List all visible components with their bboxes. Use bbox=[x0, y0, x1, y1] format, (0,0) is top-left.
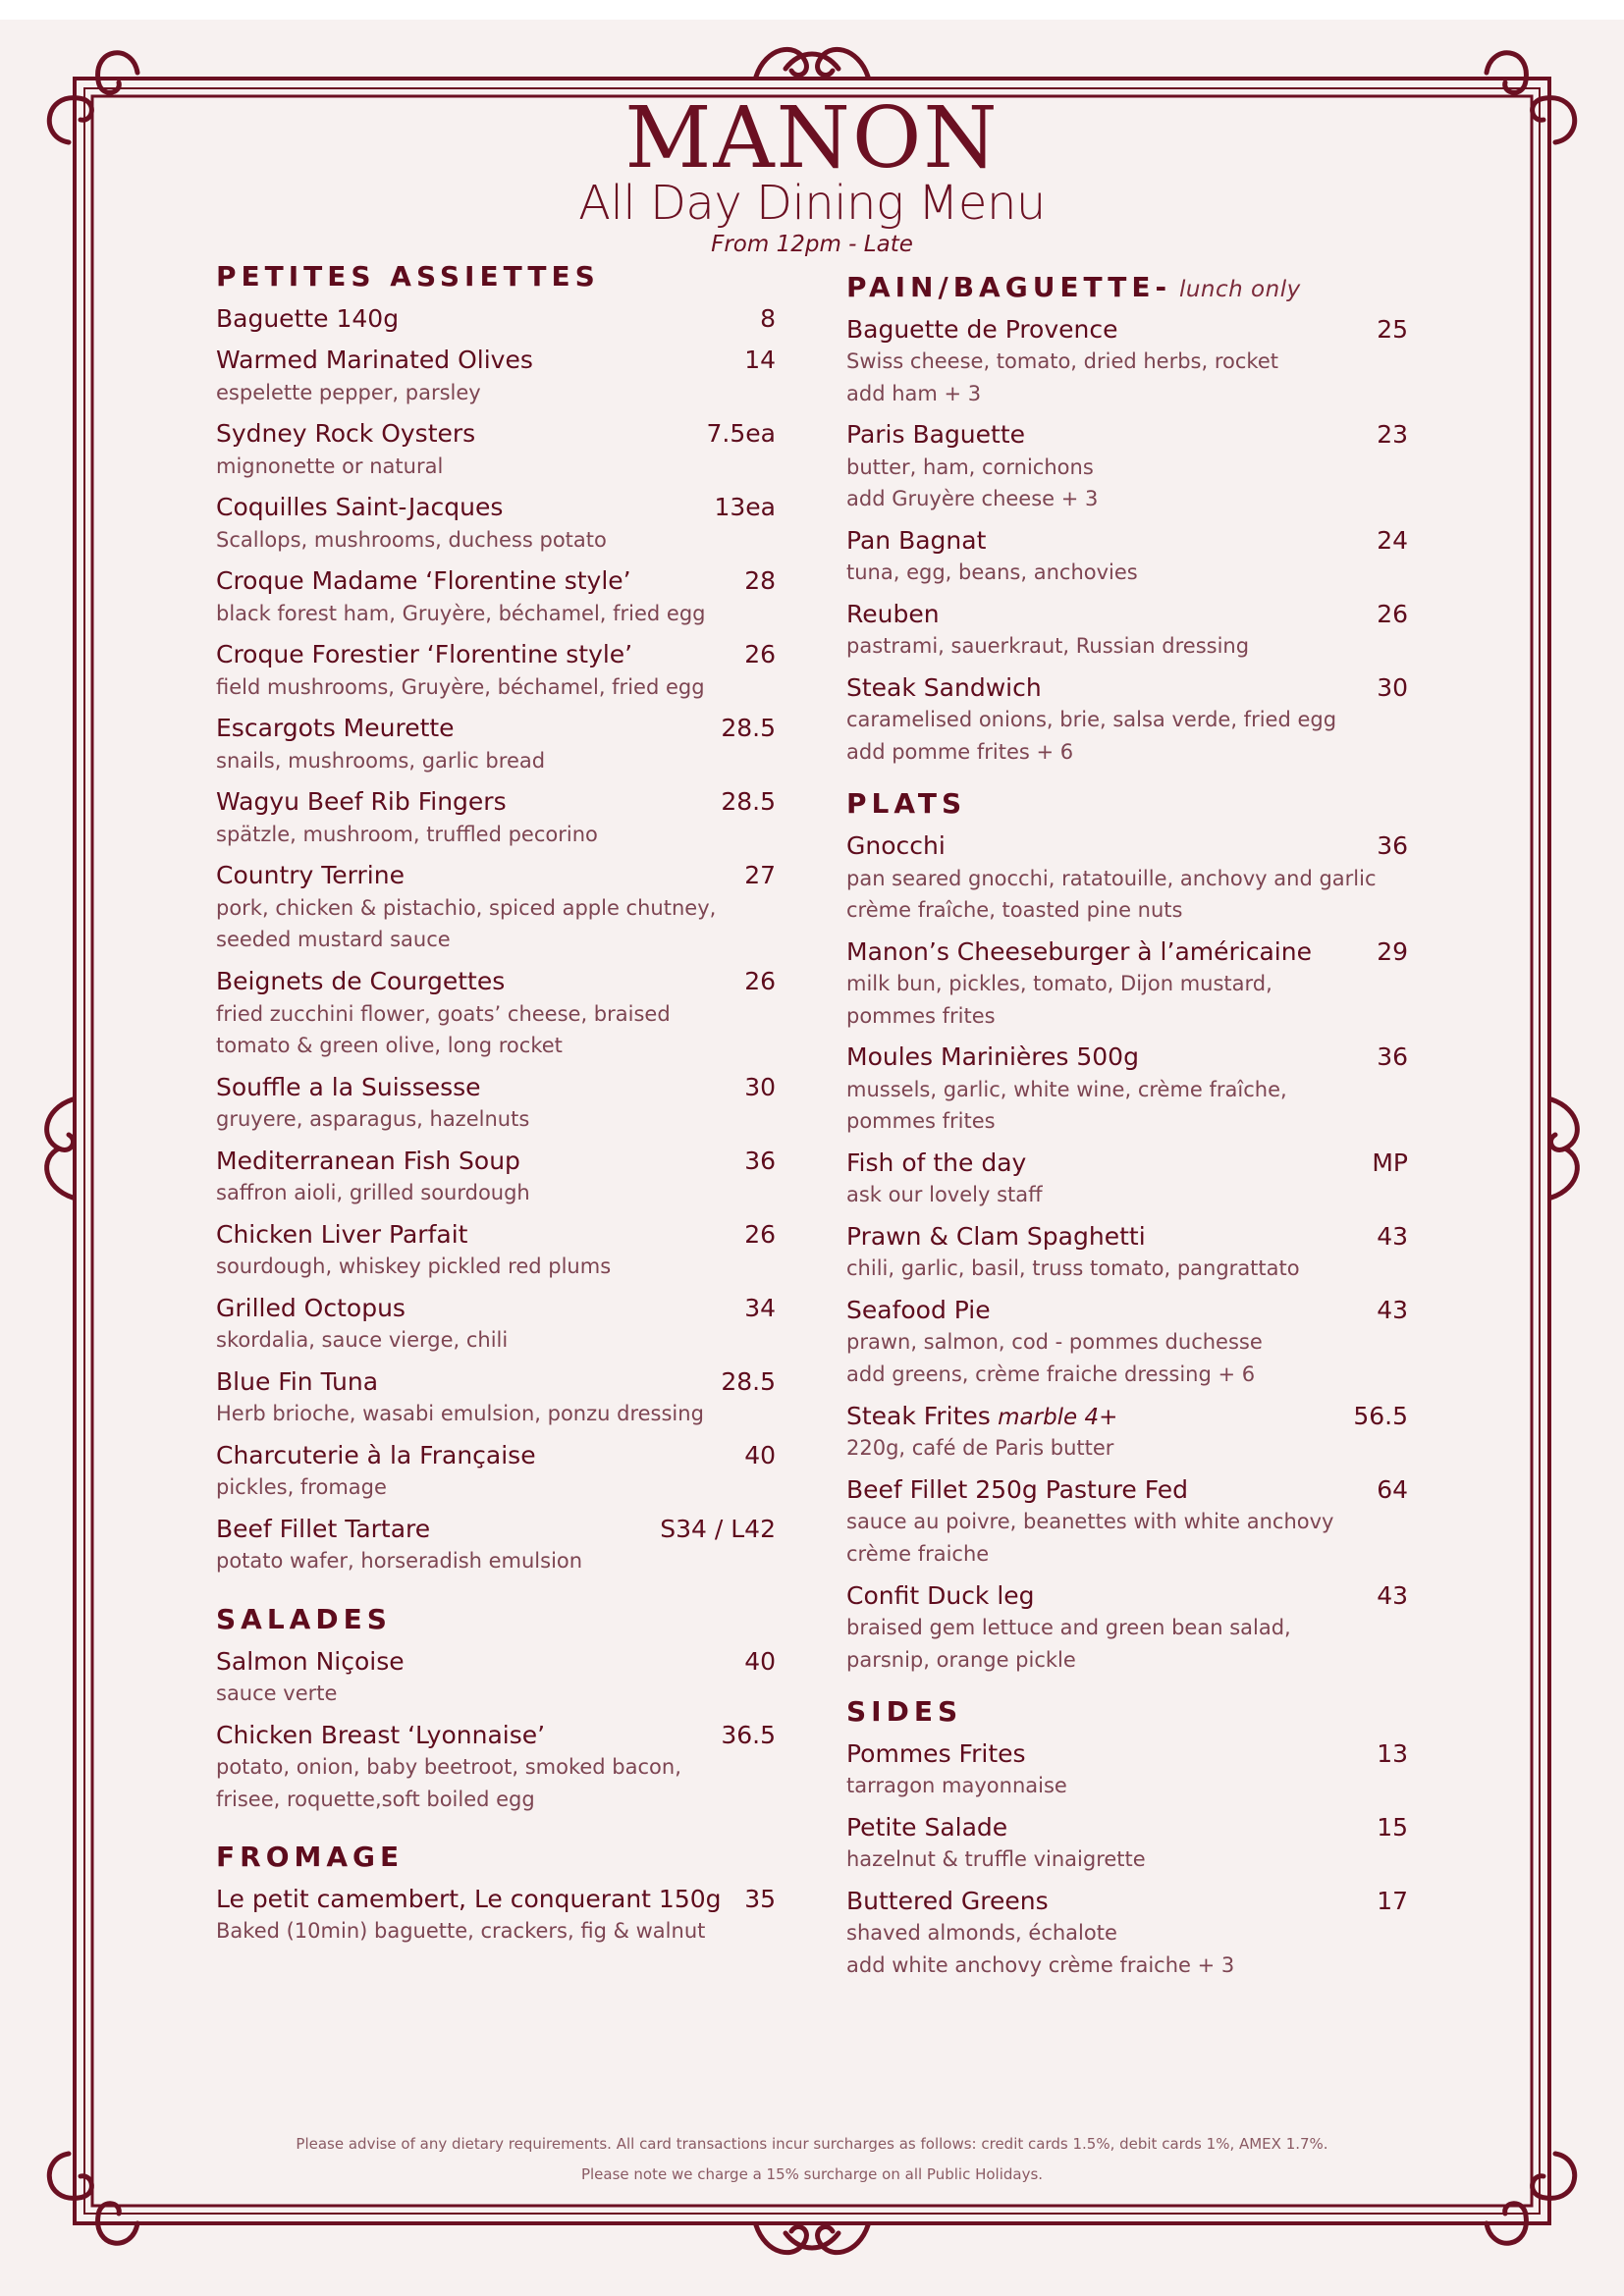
item-name bbox=[216, 1293, 406, 1325]
item-name bbox=[216, 1440, 536, 1472]
item-name-text: Prawn & Clam Spaghetti bbox=[846, 1221, 1146, 1251]
item-name-text: Moules Marinières 500g bbox=[846, 1042, 1139, 1072]
menu-item-header bbox=[216, 1072, 776, 1104]
item-price: 36 bbox=[744, 1146, 776, 1175]
item-name-text: Petite Salade bbox=[846, 1812, 1008, 1842]
menu-item-header bbox=[846, 419, 1408, 452]
menu-item-header bbox=[846, 1812, 1408, 1844]
item-price: 14 bbox=[744, 346, 776, 375]
menu-item-header bbox=[216, 1366, 776, 1399]
item-name bbox=[216, 639, 632, 671]
menu-section bbox=[216, 1841, 776, 1948]
menu-item bbox=[216, 1219, 776, 1283]
section-title bbox=[846, 1695, 1408, 1729]
item-name-text: Escargots Meurette bbox=[216, 714, 455, 743]
menu-item-header bbox=[846, 936, 1408, 969]
menu-item bbox=[216, 786, 776, 850]
item-price: 26 bbox=[744, 640, 776, 669]
menu-item-header bbox=[216, 565, 776, 598]
item-name-text: Manon’s Cheeseburger à l’américaine bbox=[846, 936, 1312, 966]
menu-item-header bbox=[846, 599, 1408, 631]
item-name-text: Baguette 140g bbox=[216, 303, 400, 333]
menu-item bbox=[846, 1295, 1408, 1391]
menu-item bbox=[216, 303, 776, 336]
right-column bbox=[846, 271, 1408, 1981]
menu-item-header bbox=[216, 1219, 776, 1252]
item-name-text: Fish of the day bbox=[846, 1148, 1027, 1177]
item-description: espelette pepper, parsley bbox=[216, 380, 481, 404]
section-title-text: PETITES ASSIETTES bbox=[216, 260, 600, 293]
item-description: seeded mustard sauce bbox=[216, 928, 451, 952]
item-name bbox=[216, 418, 475, 451]
item-description: caramelised onions, brie, salsa verde, fried egg bbox=[846, 708, 1337, 732]
menu-item-header bbox=[216, 786, 776, 819]
item-description: sauce verte bbox=[216, 1682, 338, 1706]
item-name bbox=[216, 1146, 520, 1178]
item-description: field mushrooms, Gruyère, béchamel, fried egg bbox=[216, 674, 705, 699]
item-description: Scallops, mushrooms, duchess potato bbox=[216, 527, 607, 552]
item-description: add white anchovy crème fraiche + 3 bbox=[846, 1952, 1235, 1977]
menu-item bbox=[846, 1221, 1408, 1285]
section-title bbox=[846, 271, 1408, 304]
menu-item bbox=[216, 1646, 776, 1710]
menu-item bbox=[846, 1474, 1408, 1571]
menu-item-header bbox=[216, 713, 776, 745]
menu-item bbox=[216, 418, 776, 482]
menu-item-header bbox=[846, 1886, 1408, 1918]
menu-item bbox=[216, 1884, 776, 1948]
item-description: chili, garlic, basil, truss tomato, pangrattato bbox=[846, 1256, 1300, 1281]
item-name bbox=[216, 966, 505, 998]
item-price: 26 bbox=[744, 1219, 776, 1249]
menu-item bbox=[216, 1072, 776, 1136]
item-name bbox=[846, 1295, 991, 1327]
item-price: 34 bbox=[744, 1293, 776, 1322]
footer-note-holidays: Please note we charge a 15% surcharge on all Public Holidays. bbox=[580, 2165, 1044, 2183]
item-name-text: Grilled Octopus bbox=[216, 1293, 406, 1322]
item-description: add greens, crème fraiche dressing + 6 bbox=[846, 1362, 1256, 1386]
item-name-text: Steak Sandwich bbox=[846, 672, 1042, 702]
menu-item-header bbox=[216, 492, 776, 524]
menu-item bbox=[216, 1514, 776, 1577]
menu-item bbox=[216, 565, 776, 629]
menu-item-header bbox=[216, 966, 776, 998]
item-price: 17 bbox=[1377, 1886, 1408, 1915]
item-name-text: Country Terrine bbox=[216, 861, 405, 890]
item-name-text: Pommes Frites bbox=[846, 1738, 1026, 1768]
menu-item-header bbox=[846, 1295, 1408, 1327]
item-price: 24 bbox=[1377, 525, 1408, 555]
item-price: 43 bbox=[1377, 1295, 1408, 1324]
item-name-text: Beignets de Courgettes bbox=[216, 967, 506, 996]
section-title bbox=[216, 1603, 776, 1636]
item-description: Baked (10min) baguette, crackers, fig & walnut bbox=[216, 1919, 706, 1944]
item-price: 36 bbox=[1377, 1042, 1408, 1072]
item-price: 26 bbox=[744, 967, 776, 996]
item-name bbox=[216, 303, 399, 336]
menu-item bbox=[846, 1738, 1408, 1802]
item-price: MP bbox=[1372, 1148, 1408, 1177]
item-name-text: Beef Fillet Tartare bbox=[216, 1514, 431, 1543]
item-price: 28 bbox=[744, 566, 776, 596]
menu-item-header bbox=[216, 1646, 776, 1679]
item-description: butter, ham, cornichons bbox=[846, 454, 1094, 479]
left-column bbox=[216, 260, 776, 1948]
menu-item-header bbox=[216, 418, 776, 451]
menu-item bbox=[846, 1148, 1408, 1211]
item-description: braised gem lettuce and green bean salad, bbox=[846, 1616, 1291, 1640]
item-name bbox=[846, 1148, 1026, 1180]
item-name-text: Sydney Rock Oysters bbox=[216, 419, 476, 449]
menu-item bbox=[216, 1720, 776, 1816]
menu-item-header bbox=[846, 314, 1408, 347]
item-description: mussels, garlic, white wine, crème fraîche, bbox=[846, 1077, 1287, 1101]
item-price: 36 bbox=[1377, 831, 1408, 861]
item-description: parsnip, orange pickle bbox=[846, 1647, 1076, 1672]
item-description: pommes frites bbox=[846, 1109, 996, 1134]
item-description: pommes frites bbox=[846, 1003, 996, 1028]
menu-item bbox=[846, 314, 1408, 410]
item-price: 64 bbox=[1377, 1474, 1408, 1504]
menu-item bbox=[216, 713, 776, 776]
menu-section bbox=[846, 1695, 1408, 1981]
menu-item bbox=[216, 639, 776, 703]
menu-item-header bbox=[216, 639, 776, 671]
menu-item-header bbox=[846, 1580, 1408, 1613]
item-name bbox=[846, 830, 946, 863]
item-name bbox=[216, 1720, 545, 1752]
item-description: add ham + 3 bbox=[846, 381, 982, 405]
section-title bbox=[216, 1841, 776, 1874]
menu-item-header bbox=[846, 1221, 1408, 1254]
item-name bbox=[216, 1072, 481, 1104]
item-name-text: Beef Fillet 250g Pasture Fed bbox=[846, 1474, 1188, 1504]
menu-item-header bbox=[846, 1401, 1408, 1433]
item-name bbox=[216, 1514, 430, 1546]
item-name bbox=[846, 1041, 1139, 1074]
item-name-text: Confit Duck leg bbox=[846, 1580, 1035, 1610]
item-price: 56.5 bbox=[1353, 1401, 1408, 1430]
menu-item-header bbox=[216, 1146, 776, 1178]
item-name-text: Le petit camembert, Le conquerant 150g bbox=[216, 1884, 722, 1913]
item-description: shaved almonds, échalote bbox=[846, 1921, 1117, 1946]
section-title bbox=[216, 260, 776, 294]
item-name-text: Salmon Niçoise bbox=[216, 1646, 405, 1676]
section-title-text: PLATS bbox=[846, 787, 967, 821]
item-name bbox=[846, 1580, 1035, 1613]
item-description: fried zucchini flower, goats’ cheese, braised bbox=[216, 1001, 671, 1026]
top-band bbox=[0, 0, 1624, 20]
menu-item-header bbox=[846, 525, 1408, 558]
item-price: 26 bbox=[1377, 599, 1408, 628]
item-name-text: Chicken Liver Parfait bbox=[216, 1219, 468, 1249]
menu-item-header bbox=[846, 830, 1408, 863]
item-description: add Gruyère cheese + 3 bbox=[846, 487, 1099, 511]
menu-item bbox=[216, 345, 776, 408]
item-description: crème fraîche, toasted pine nuts bbox=[846, 898, 1183, 923]
item-description: gruyere, asparagus, hazelnuts bbox=[216, 1107, 530, 1132]
item-price: 7.5ea bbox=[706, 419, 776, 449]
item-name bbox=[846, 419, 1025, 452]
menu-item-header bbox=[846, 1148, 1408, 1180]
item-name bbox=[846, 672, 1042, 705]
menu-section bbox=[216, 260, 776, 1577]
item-price: 43 bbox=[1377, 1580, 1408, 1610]
item-description: tarragon mayonnaise bbox=[846, 1774, 1067, 1798]
item-price: 25 bbox=[1377, 314, 1408, 344]
item-name-text: Buttered Greens bbox=[846, 1886, 1049, 1915]
item-name-text: Pan Bagnat bbox=[846, 525, 987, 555]
menu-item bbox=[216, 860, 776, 956]
item-price: 40 bbox=[744, 1646, 776, 1676]
menu-item-header bbox=[846, 672, 1408, 705]
menu-item-header bbox=[216, 860, 776, 892]
item-description: potato wafer, horseradish emulsion bbox=[216, 1549, 583, 1574]
section-title-text: PAIN/BAGUETTE- bbox=[846, 271, 1172, 303]
item-name-text: Coquilles Saint-Jacques bbox=[216, 493, 504, 522]
item-name bbox=[846, 1401, 1117, 1433]
item-description: ask our lovely staff bbox=[846, 1183, 1043, 1207]
item-name bbox=[216, 860, 405, 892]
item-name-text: Croque Madame ‘Florentine style’ bbox=[216, 566, 631, 596]
menu-section bbox=[846, 271, 1408, 768]
item-name-text: Charcuterie à la Française bbox=[216, 1440, 536, 1469]
item-description: milk bun, pickles, tomato, Dijon mustard, bbox=[846, 972, 1272, 996]
menu-item bbox=[216, 1293, 776, 1357]
item-name-text: Warmed Marinated Olives bbox=[216, 346, 533, 375]
item-price: 28.5 bbox=[721, 1366, 776, 1396]
item-description: tuna, egg, beans, anchovies bbox=[846, 561, 1138, 585]
item-description: sauce au poivre, beanettes with white anchovy bbox=[846, 1510, 1334, 1534]
menu-item-header bbox=[216, 303, 776, 336]
item-name-text: Wagyu Beef Rib Fingers bbox=[216, 787, 507, 817]
item-price: 13ea bbox=[714, 493, 776, 522]
menu-title: All Day Dining Menu bbox=[578, 176, 1046, 231]
menu-item bbox=[846, 599, 1408, 663]
item-name-text: Chicken Breast ‘Lyonnaise’ bbox=[216, 1720, 546, 1749]
item-description: 220g, café de Paris butter bbox=[846, 1436, 1114, 1461]
item-name bbox=[216, 1219, 467, 1252]
menu-item-header bbox=[846, 1738, 1408, 1771]
menu-item-header bbox=[216, 1514, 776, 1546]
menu-item bbox=[846, 525, 1408, 589]
section-title-text: SIDES bbox=[846, 1695, 963, 1729]
item-name bbox=[216, 1366, 378, 1399]
item-name bbox=[216, 1646, 405, 1679]
menu-item bbox=[846, 1812, 1408, 1876]
menu-section bbox=[846, 787, 1408, 1676]
menu-item bbox=[216, 492, 776, 556]
item-name bbox=[216, 786, 507, 819]
item-name bbox=[846, 936, 1312, 969]
menu-item bbox=[216, 1366, 776, 1430]
item-price: 23 bbox=[1377, 420, 1408, 450]
menu-item bbox=[846, 672, 1408, 769]
item-tag: marble 4+ bbox=[990, 1404, 1118, 1430]
item-description: pork, chicken & pistachio, spiced apple chutney, bbox=[216, 895, 717, 920]
service-hours: From 12pm - Late bbox=[711, 232, 913, 257]
item-name-text: Mediterranean Fish Soup bbox=[216, 1146, 520, 1175]
item-price: 30 bbox=[744, 1072, 776, 1101]
menu-item bbox=[846, 419, 1408, 515]
item-description: Swiss cheese, tomato, dried herbs, rocket bbox=[846, 349, 1278, 374]
item-name bbox=[216, 1884, 722, 1916]
item-description: saffron aioli, grilled sourdough bbox=[216, 1181, 530, 1205]
menu-item bbox=[216, 966, 776, 1062]
item-price: 36.5 bbox=[721, 1720, 776, 1749]
item-name bbox=[846, 1738, 1026, 1771]
section-title-text: FROMAGE bbox=[216, 1841, 405, 1874]
item-description: pan seared gnocchi, ratatouille, anchovy and garlic bbox=[846, 866, 1377, 890]
menu-item-header bbox=[216, 1884, 776, 1916]
item-description: mignonette or natural bbox=[216, 454, 444, 478]
item-price: 13 bbox=[1377, 1738, 1408, 1768]
item-price: 43 bbox=[1377, 1221, 1408, 1251]
item-name-text: Steak Frites bbox=[846, 1401, 991, 1430]
item-description: black forest ham, Gruyère, béchamel, fried egg bbox=[216, 601, 706, 625]
item-description: tomato & green olive, long rocket bbox=[216, 1034, 563, 1058]
menu-item bbox=[216, 1440, 776, 1504]
item-price: 30 bbox=[1377, 672, 1408, 702]
item-price: 28.5 bbox=[721, 787, 776, 817]
item-price: 15 bbox=[1377, 1812, 1408, 1842]
item-description: snails, mushrooms, garlic bread bbox=[216, 748, 546, 773]
item-description: hazelnut & truffle vinaigrette bbox=[846, 1847, 1146, 1872]
section-title bbox=[846, 787, 1408, 821]
item-description: potato, onion, baby beetroot, smoked bacon, bbox=[216, 1755, 681, 1780]
item-name bbox=[846, 314, 1118, 347]
item-name bbox=[846, 525, 986, 558]
item-name bbox=[846, 1474, 1188, 1507]
item-description: skordalia, sauce vierge, chili bbox=[216, 1328, 509, 1353]
item-description: Herb brioche, wasabi emulsion, ponzu dressing bbox=[216, 1402, 704, 1426]
item-name-text: Reuben bbox=[846, 599, 940, 628]
item-price: 8 bbox=[760, 303, 776, 333]
item-name bbox=[216, 345, 533, 377]
menu-item bbox=[846, 1401, 1408, 1465]
restaurant-name: MANON bbox=[624, 89, 1000, 187]
menu-item-header bbox=[846, 1474, 1408, 1507]
menu-section bbox=[216, 1603, 776, 1815]
menu-item-header bbox=[846, 1041, 1408, 1074]
menu-item bbox=[846, 1886, 1408, 1982]
menu-item bbox=[846, 1041, 1408, 1138]
item-description: pickles, fromage bbox=[216, 1475, 387, 1500]
menu-item-header bbox=[216, 1293, 776, 1325]
item-description: sourdough, whiskey pickled red plums bbox=[216, 1255, 612, 1279]
section-note: lunch only bbox=[1171, 277, 1301, 302]
item-name-text: Baguette de Provence bbox=[846, 314, 1118, 344]
item-name-text: Blue Fin Tuna bbox=[216, 1366, 379, 1396]
item-name bbox=[216, 713, 455, 745]
menu-item-header bbox=[216, 1720, 776, 1752]
menu-item-header bbox=[216, 345, 776, 377]
item-name bbox=[216, 565, 631, 598]
menu-item bbox=[846, 1580, 1408, 1677]
item-name-text: Paris Baguette bbox=[846, 420, 1026, 450]
item-name-text: Croque Forestier ‘Florentine style’ bbox=[216, 640, 633, 669]
menu-item bbox=[846, 830, 1408, 927]
section-title-text: SALADES bbox=[216, 1602, 392, 1635]
item-price: 28.5 bbox=[721, 714, 776, 743]
item-name bbox=[846, 1812, 1007, 1844]
item-description: pastrami, sauerkraut, Russian dressing bbox=[846, 634, 1250, 659]
item-price: 35 bbox=[744, 1884, 776, 1913]
item-name-text: Seafood Pie bbox=[846, 1295, 991, 1324]
footer-note-surcharges: Please advise of any dietary requirements. All card transactions incur surcharges as follows: credit cards 1.5%, debit cards 1%, AMEX 1.7%. bbox=[296, 2135, 1328, 2153]
item-name bbox=[846, 1886, 1049, 1918]
item-name bbox=[216, 492, 503, 524]
item-price: 29 bbox=[1377, 936, 1408, 966]
item-name-text: Souffle a la Suissesse bbox=[216, 1072, 481, 1101]
item-price: 27 bbox=[744, 861, 776, 890]
menu-item bbox=[846, 936, 1408, 1033]
item-description: spätzle, mushroom, truffled pecorino bbox=[216, 822, 598, 846]
item-price: S34 / L42 bbox=[660, 1514, 776, 1543]
item-name bbox=[846, 1221, 1146, 1254]
item-price: 40 bbox=[744, 1440, 776, 1469]
menu-item bbox=[216, 1146, 776, 1209]
item-name-text: Gnocchi bbox=[846, 831, 946, 861]
item-description: frisee, roquette,soft boiled egg bbox=[216, 1787, 535, 1811]
item-name bbox=[846, 599, 940, 631]
menu-item-header bbox=[216, 1440, 776, 1472]
item-description: prawn, salmon, cod - pommes duchesse bbox=[846, 1330, 1263, 1355]
item-description: add pomme frites + 6 bbox=[846, 739, 1074, 764]
item-description: crème fraiche bbox=[846, 1542, 990, 1567]
